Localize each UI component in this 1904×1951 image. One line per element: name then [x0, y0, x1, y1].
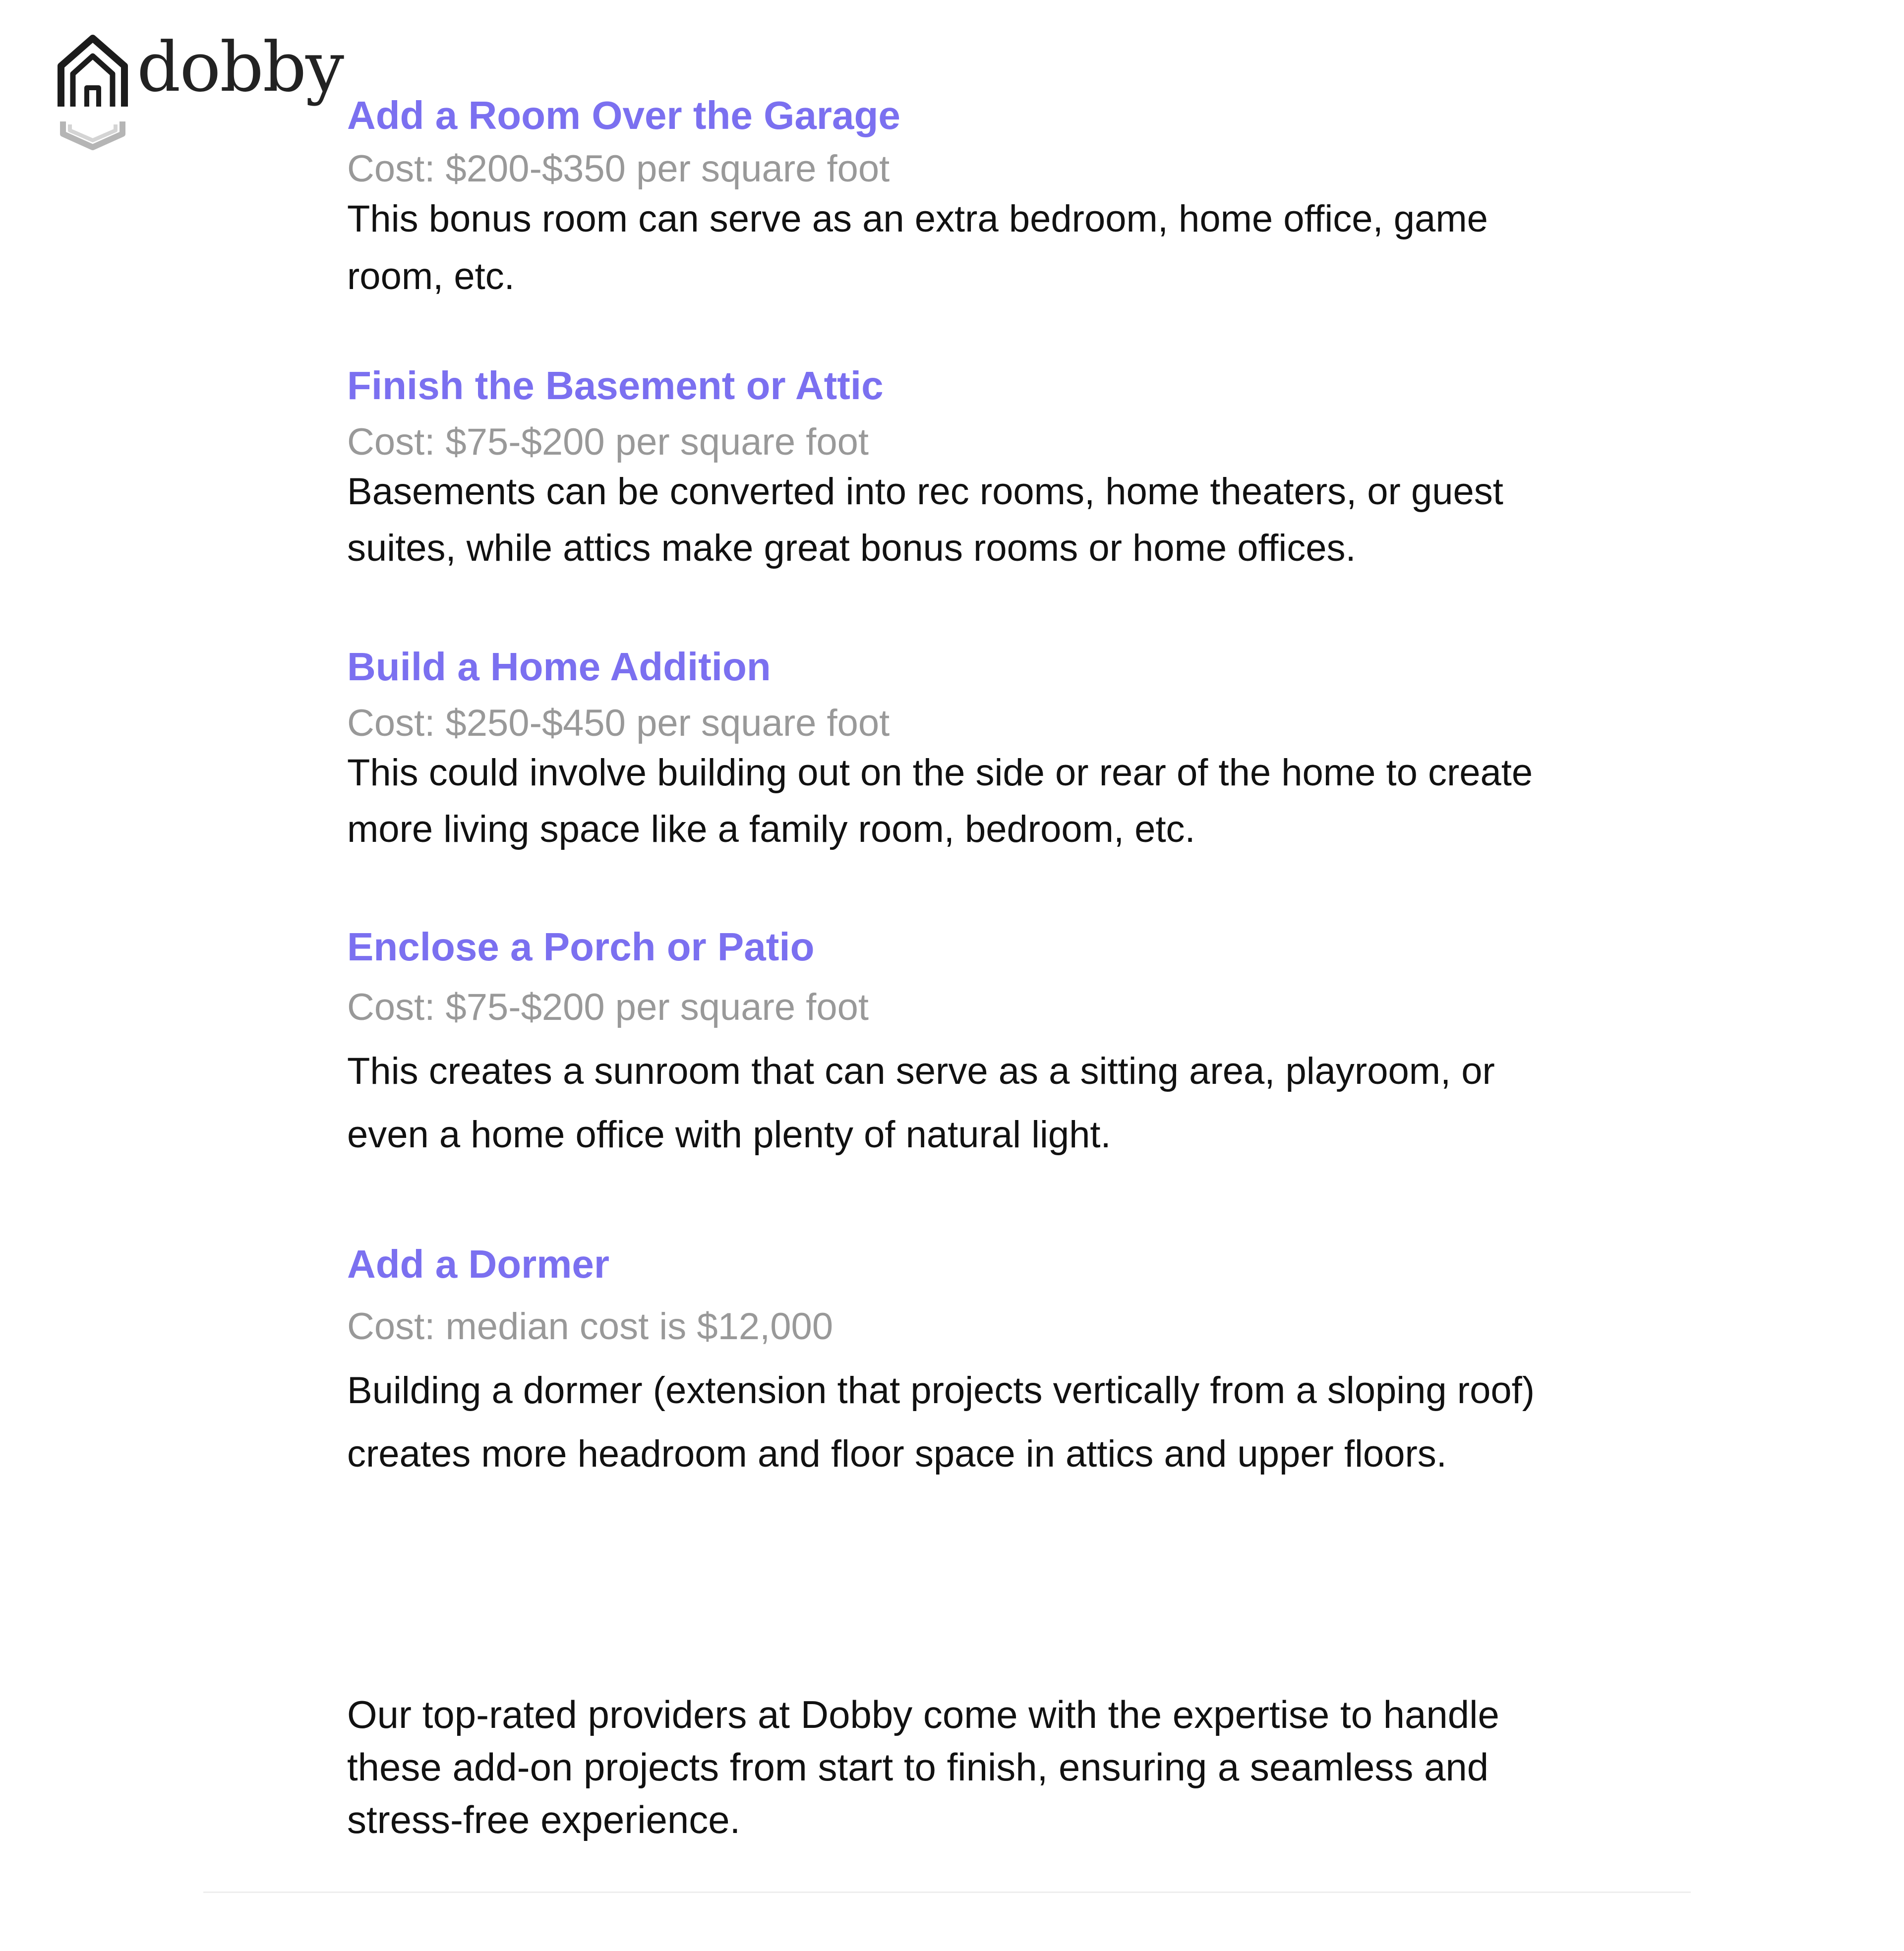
section-description: This bonus room can serve as an extra bedroom, home office, game room, etc. — [347, 198, 1488, 297]
section-title: Build a Home Addition — [347, 645, 771, 689]
section-description: This could involve building out on the side or rear of the home to create more living space like a family room, bedroom, etc. — [347, 752, 1533, 850]
section-description: This creates a sunroom that can serve as a sitting area, playroom, or even a home office with plenty of natural light. — [347, 1050, 1495, 1156]
section-garage-room — [347, 93, 1562, 305]
section-cost: Cost: $75-$200 per square foot — [347, 986, 869, 1028]
section-title: Finish the Basement or Attic — [347, 363, 884, 408]
section-description: Basements can be converted into rec rooms, home theaters, or guest suites, while attics make great bonus rooms or home offices. — [347, 471, 1503, 569]
section-title: Enclose a Porch or Patio — [347, 925, 815, 969]
section-cost: Cost: $75-$200 per square foot — [347, 421, 869, 463]
section-description: Building a dormer (extension that projects vertically from a sloping roof) creates more headroom and floor space in attics and upper floors. — [347, 1369, 1535, 1475]
section-porch-patio — [347, 925, 1562, 1167]
footer-divider — [203, 1892, 1691, 1893]
dobby-logo — [57, 27, 344, 151]
section-cost: Cost: median cost is $12,000 — [347, 1305, 833, 1348]
section-cost: Cost: $200-$350 per square foot — [347, 148, 890, 190]
section-cost: Cost: $250-$450 per square foot — [347, 702, 890, 744]
section-basement-attic — [347, 363, 1562, 577]
closing-paragraph: Our top-rated providers at Dobby come with the expertise to handle these add-on projects from start to finish, ensuring a seamless and stress-free experience. — [347, 1693, 1499, 1841]
section-title: Add a Dormer — [347, 1242, 609, 1286]
house-shield-icon — [57, 32, 129, 151]
section-home-addition — [347, 645, 1562, 858]
brand-name: dobby — [137, 27, 344, 107]
section-title: Add a Room Over the Garage — [347, 93, 900, 137]
section-dormer — [347, 1242, 1562, 1486]
